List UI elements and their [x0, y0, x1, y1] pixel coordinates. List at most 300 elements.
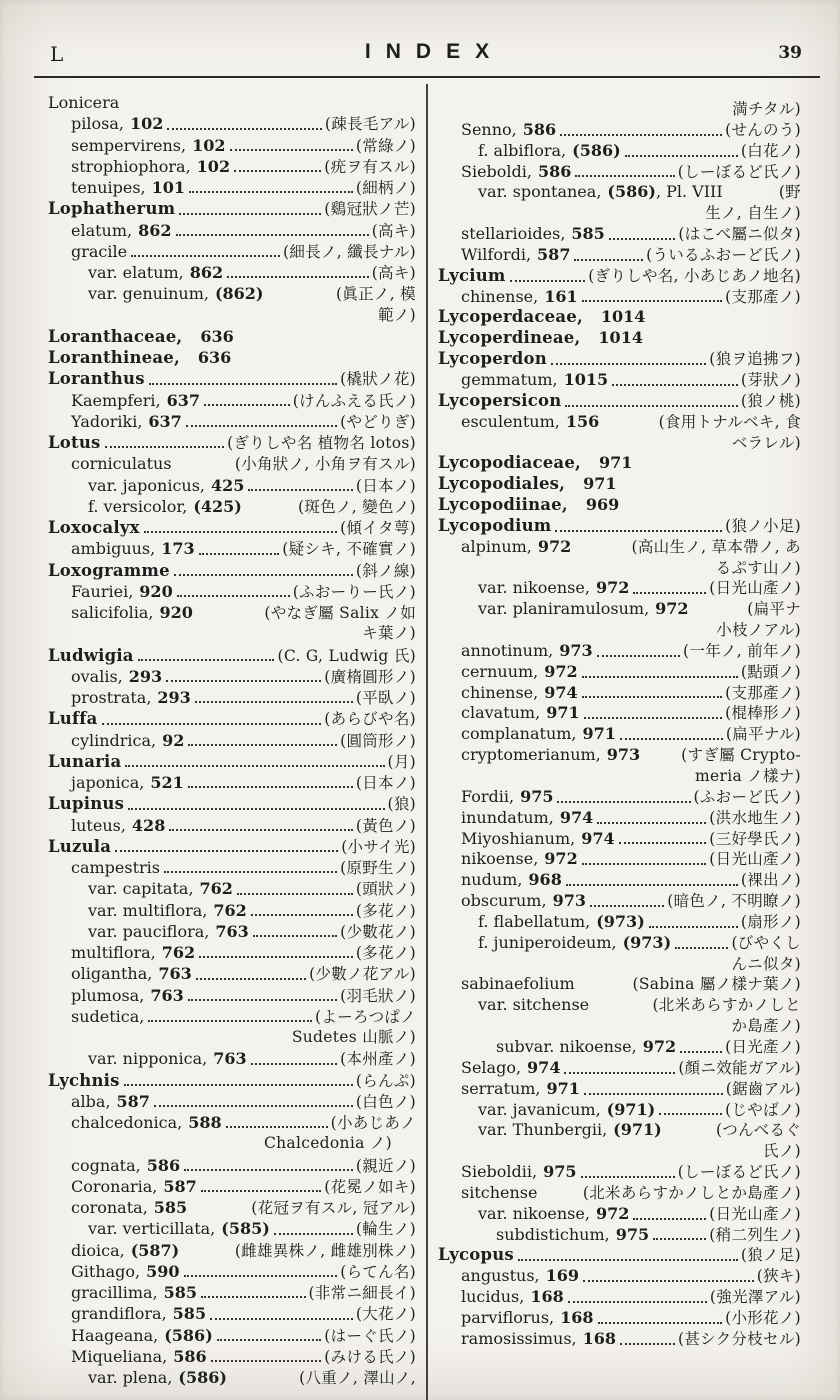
dot-leader — [138, 659, 275, 661]
index-line — [438, 224, 801, 245]
entry-gloss: (八重ノ, 澤山ノ, — [299, 1369, 416, 1387]
entry-gloss: (やなぎ屬 Salix ノ如 — [264, 604, 416, 622]
entry-name: ovalis, — [71, 666, 123, 686]
entry-page-number: (585) — [221, 1219, 270, 1239]
index-line — [438, 891, 801, 912]
dot-leader — [188, 999, 337, 1001]
index-line — [48, 326, 416, 347]
entry-name: Lycoperdaceae, — [438, 307, 583, 327]
dot-leader — [555, 530, 722, 532]
entry-name: Miyoshianum, — [461, 828, 576, 848]
entry-page-number: 972 — [642, 1036, 677, 1056]
entry-name: Miqueliana, — [71, 1346, 168, 1366]
index-line-continuation — [48, 1133, 416, 1154]
entry-page-number: 763 — [150, 985, 184, 1005]
dot-leader — [144, 531, 337, 533]
dot-leader — [131, 255, 280, 257]
entry-page-number: 762 — [213, 900, 247, 920]
entry-name: Lycopus — [438, 1245, 514, 1265]
index-line — [438, 391, 801, 412]
index-line — [48, 1218, 416, 1239]
entry-gloss: (斑色ノ, 變色ノ) — [298, 497, 416, 516]
entry-gloss: (小角狀ノ, 小角ヲ有スル) — [234, 455, 416, 474]
entry-page-number: 972 — [544, 849, 578, 869]
entry-page-number: 972 — [544, 661, 578, 681]
entry-gloss: (橇狀ノ花) — [340, 370, 416, 389]
entry-page-number: 102 — [192, 135, 226, 155]
entry-name: Lycoperdineae, — [438, 328, 581, 348]
dot-leader — [164, 871, 337, 873]
entry-gloss: (小あじあノ — [330, 1114, 416, 1132]
entry-name: var. nikoense, — [478, 578, 590, 598]
index-line — [438, 724, 801, 745]
entry-gloss: キ葉ノ) — [362, 624, 416, 643]
entry-name: complanatum, — [461, 724, 577, 744]
index-line-continuation — [48, 1027, 416, 1048]
entry-name: var. japonicus, — [88, 475, 205, 495]
entry-gloss: (點頭ノ) — [740, 662, 801, 681]
index-line — [438, 474, 801, 495]
index-line — [438, 1058, 801, 1079]
dot-leader — [574, 259, 643, 261]
entry-name: chinense, — [461, 286, 539, 306]
entry-gloss: (甚シク分枝セル) — [678, 1329, 801, 1348]
dot-leader — [584, 717, 723, 719]
entry-gloss: (棍棒形ノ) — [725, 704, 801, 723]
dot-leader — [597, 655, 680, 657]
entry-gloss: (顏ニ效能ガアル) — [678, 1058, 801, 1077]
index-line — [438, 1329, 801, 1350]
index-line — [48, 645, 416, 666]
entry-name: nudum, — [461, 870, 523, 890]
dot-leader — [653, 1238, 706, 1240]
index-line — [48, 1091, 416, 1112]
entry-page-number: 156 — [565, 411, 600, 431]
index-line-continuation — [48, 305, 416, 326]
entry-gloss: (鋸齒アル) — [725, 1079, 801, 1098]
entry-page-number: 972 — [655, 599, 689, 619]
entry-gloss: (扇形ノ) — [740, 912, 801, 931]
index-line — [48, 368, 416, 389]
index-line — [438, 1266, 801, 1287]
entry-page-number: 971 — [598, 453, 633, 473]
index-line — [438, 1308, 801, 1329]
entry-name: Sieboldii, — [461, 1162, 538, 1182]
index-line-continuation — [438, 954, 801, 975]
index-line — [48, 878, 416, 899]
index-line — [48, 113, 416, 134]
dot-leader — [125, 765, 384, 767]
entry-page-number: 293 — [128, 666, 163, 686]
index-line — [48, 92, 416, 113]
entry-gloss: (北米あらすかノしと — [652, 996, 801, 1015]
header-rule — [34, 76, 820, 78]
entry-page-number: 293 — [157, 688, 191, 707]
entry-name: Lycopodiaceae, — [438, 453, 581, 473]
dot-leader — [609, 238, 676, 240]
entry-page-number: 968 — [528, 870, 562, 890]
index-line — [48, 241, 416, 262]
index-line-continuation — [438, 620, 801, 641]
entry-gloss: 小枝ノアル) — [716, 621, 801, 640]
index-line — [48, 177, 416, 198]
entry-gloss: (日光山產ノ) — [709, 850, 801, 869]
entry-name: Githago, — [71, 1261, 141, 1281]
dot-leader — [675, 947, 728, 949]
entry-page-number: 590 — [146, 1261, 180, 1281]
entry-page-number: 971 — [583, 474, 617, 494]
entry-gloss: (狼ノ小足) — [725, 516, 801, 535]
entry-page-number: 969 — [585, 495, 620, 515]
entry-gloss: (ういるふおーど氏ノ) — [646, 245, 801, 264]
dot-leader — [680, 1051, 722, 1053]
entry-gloss: (雌雄異株ノ, 雌雄別株ノ) — [234, 1241, 416, 1260]
dot-leader — [227, 276, 369, 278]
index-line — [438, 662, 801, 683]
index-line — [438, 808, 801, 829]
entry-name: gemmatum, — [461, 369, 558, 389]
entry-name: Kaempferi, — [71, 390, 161, 410]
entry-page-number: 762 — [199, 879, 233, 899]
entry-page-number: 637 — [148, 411, 182, 431]
entry-page-number: 763 — [215, 921, 249, 941]
index-line — [438, 933, 801, 954]
entry-gloss: (圓筒形ノ) — [340, 731, 416, 750]
dot-leader — [154, 1105, 353, 1107]
dot-leader — [582, 696, 722, 698]
index-line — [438, 1120, 801, 1141]
entry-gloss: (よーろつぱノ — [315, 1007, 416, 1026]
entry-name: Lycopodiales, — [438, 474, 566, 494]
page-number: 39 — [778, 43, 802, 63]
entry-name: Loranthus — [48, 369, 145, 389]
index-line-continuation — [438, 766, 801, 787]
entry-page-number: (586) — [607, 182, 656, 202]
index-line — [48, 1261, 416, 1282]
entry-gloss: Sudetes 山脈ノ) — [291, 1028, 416, 1046]
entry-name: Lotus — [48, 433, 101, 452]
index-line — [438, 641, 801, 662]
index-line — [48, 921, 416, 942]
entry-name: Lophatherum — [48, 199, 176, 219]
entry-name: oligantha, — [71, 964, 153, 984]
dot-leader — [619, 842, 707, 844]
entry-gloss: (暗色ノ, 不明瞭ノ) — [667, 892, 801, 911]
index-line — [438, 349, 801, 370]
entry-page-number: 168 — [530, 1287, 564, 1307]
index-line — [48, 1367, 416, 1388]
entry-name: inundatum, — [461, 807, 554, 827]
dot-leader — [184, 1275, 338, 1277]
entry-page-number: 102 — [196, 156, 231, 176]
entry-page-number: 173 — [161, 539, 195, 559]
entry-gloss: (支那產ノ) — [725, 287, 801, 306]
entry-name: Haageana, — [71, 1325, 159, 1345]
index-line — [48, 815, 416, 836]
entry-name: dioica, — [71, 1240, 125, 1260]
entry-gloss: (平臥ノ) — [355, 689, 416, 707]
entry-gloss: (少數花ノ) — [340, 922, 416, 941]
dot-leader — [210, 1318, 353, 1320]
index-line — [438, 328, 801, 349]
index-line-continuation — [48, 623, 416, 644]
index-line — [48, 963, 416, 984]
entry-name: sabinaefolium — [461, 974, 575, 994]
entry-name: clavatum, — [461, 703, 541, 723]
entry-name: var. plena, — [88, 1368, 173, 1387]
index-line — [438, 307, 801, 328]
entry-gloss: か島產ノ) — [731, 1017, 801, 1036]
entry-page-number: 972 — [595, 578, 630, 598]
entry-page-number: 168 — [582, 1328, 617, 1348]
entry-gloss: るぷす山ノ) — [715, 558, 801, 577]
index-line — [48, 560, 416, 581]
entry-gloss: (多花ノ) — [355, 944, 416, 962]
index-line — [438, 974, 801, 995]
index-line — [48, 1155, 416, 1176]
entry-gloss: (やどりぎ) — [340, 412, 416, 431]
entry-name: alpinum, — [461, 536, 532, 556]
entry-name: Lycoperdon — [438, 349, 547, 369]
entry-page-number: (973) — [622, 932, 672, 952]
dot-leader — [167, 128, 322, 130]
dot-leader — [620, 1343, 675, 1345]
entry-name: grandiflora, — [71, 1304, 167, 1324]
dot-leader — [590, 905, 664, 907]
entry-page-number: (425) — [193, 496, 242, 516]
entry-gloss: (じやばノ) — [725, 1100, 801, 1119]
index-line — [48, 390, 416, 411]
entry-page-number: 763 — [213, 1049, 247, 1069]
entry-name: var. planiramulosum, — [478, 599, 650, 619]
dot-leader — [625, 155, 738, 157]
index-line — [48, 1346, 416, 1367]
dot-leader — [201, 1296, 305, 1298]
dot-leader — [633, 592, 706, 594]
entry-name: f. juniperoideum, — [478, 932, 617, 952]
entry-page-number: (586) — [164, 1325, 213, 1345]
entry-name: annotinum, — [461, 640, 554, 660]
entry-name: tenuipes, — [71, 178, 146, 197]
entry-name: var. javanicum, — [478, 1099, 601, 1119]
index-line-continuation — [438, 203, 801, 224]
entry-page-number: 585 — [172, 1304, 207, 1324]
index-line — [48, 602, 416, 623]
index-line — [438, 370, 801, 391]
entry-gloss: (日光產ノ) — [725, 1037, 801, 1056]
entry-name: cryptomerianum, — [461, 745, 601, 765]
entry-gloss: (原野生ノ) — [340, 859, 416, 877]
dot-leader — [169, 829, 353, 831]
entry-name: Sieboldi, — [461, 161, 532, 181]
entry-name: var. nikoense, — [478, 1203, 590, 1223]
index-line — [438, 1245, 801, 1266]
index-line — [48, 1240, 416, 1261]
entry-gloss: (高キ) — [371, 264, 416, 282]
entry-page-number: 521 — [150, 773, 184, 792]
entry-page-number: (973) — [596, 911, 645, 931]
page-title: INDEX — [364, 40, 505, 63]
entry-page-number: 862 — [138, 220, 172, 240]
entry-name: sudetica, — [71, 1006, 145, 1026]
entry-gloss: (月) — [387, 752, 416, 771]
entry-gloss: (日光山產ノ) — [709, 579, 801, 598]
dot-leader — [565, 405, 738, 407]
index-line — [438, 1183, 801, 1204]
index-line — [48, 283, 416, 304]
entry-gloss: (廣楕圓形ノ) — [324, 667, 416, 686]
dot-leader — [179, 213, 321, 215]
dot-leader — [211, 1360, 322, 1362]
entry-page-number: 586 — [173, 1346, 207, 1366]
dot-leader — [115, 850, 338, 852]
entry-gloss: (狼) — [387, 795, 416, 814]
entry-name: coronata, — [71, 1198, 148, 1217]
dot-leader — [582, 863, 707, 865]
entry-name: Wilfordi, — [461, 244, 532, 264]
dot-leader — [196, 978, 306, 980]
index-line-continuation — [438, 99, 801, 120]
entry-gloss: (ふおーど氏ノ) — [693, 787, 801, 806]
index-line — [438, 495, 801, 516]
index-line — [438, 599, 801, 620]
entry-name: sempervirens, — [71, 135, 187, 155]
column-divider — [426, 84, 428, 1400]
index-line — [438, 1079, 801, 1100]
entry-name: f. versicolor, — [88, 496, 188, 516]
entry-name: campestris — [71, 858, 160, 877]
dot-leader — [199, 956, 353, 958]
entry-gloss: (食用トナルベキ, 食 — [658, 412, 801, 431]
dot-leader — [649, 926, 738, 928]
entry-gloss: (らんぷ) — [355, 1071, 416, 1090]
entry-page-number: 862 — [189, 263, 224, 282]
dot-leader — [251, 1063, 338, 1065]
dot-leader — [633, 1218, 706, 1220]
dot-leader — [582, 300, 722, 302]
dot-leader — [612, 384, 738, 386]
entry-gloss: (裸出ノ) — [740, 871, 801, 890]
index-line — [48, 156, 416, 177]
entry-gloss: (日本ノ) — [355, 774, 416, 792]
index-line — [48, 666, 416, 687]
dot-leader — [230, 149, 353, 151]
entry-name: cognata, — [71, 1155, 141, 1175]
index-line — [438, 578, 801, 599]
entry-name: Loxocalyx — [48, 518, 140, 537]
entry-gloss: (日本ノ) — [355, 476, 416, 495]
entry-page-number: 161 — [544, 286, 578, 306]
entry-gloss: (三好學氏ノ) — [709, 829, 801, 848]
entry-gloss: (花冠ヲ有スル, 冠アル) — [251, 1199, 416, 1217]
index-line — [48, 857, 416, 878]
entry-gloss: (小サイ光) — [341, 837, 416, 856]
entry-name: lucidus, — [461, 1287, 525, 1307]
index-line — [48, 751, 416, 772]
entry-page-number: 974 — [544, 682, 578, 702]
entry-page-number: 973 — [559, 640, 593, 660]
entry-gloss: (C. G, Ludwig 氏) — [277, 646, 416, 665]
entry-page-number: 973 — [606, 745, 641, 765]
entry-name: Loranthaceae, — [48, 326, 183, 346]
entry-page-number: (587) — [130, 1240, 180, 1260]
dot-leader — [105, 446, 225, 448]
entry-name: Yadoriki, — [71, 411, 143, 431]
dot-leader — [237, 893, 353, 895]
index-line — [438, 453, 801, 474]
entry-gloss: (花冕ノ如キ) — [324, 1177, 416, 1196]
entry-name: var. nipponica, — [88, 1049, 208, 1069]
entry-page-number: 428 — [131, 815, 166, 835]
entry-gloss: (大花ノ) — [355, 1305, 416, 1324]
entry-name: angustus, — [461, 1266, 540, 1286]
entry-gloss: (狼ノ足) — [740, 1246, 801, 1265]
dot-leader — [102, 723, 322, 725]
entry-gloss: (Sabina 屬ノ樣ナ葉ノ) — [632, 975, 801, 994]
index-line — [438, 537, 801, 558]
dot-leader — [128, 808, 384, 810]
dot-leader — [518, 1259, 738, 1261]
dot-leader — [253, 935, 337, 937]
entry-name: strophiophora, — [71, 156, 191, 176]
entry-page-number: 587 — [116, 1091, 150, 1111]
entry-gloss: んニ似タ) — [731, 954, 801, 973]
entry-name: Ludwigia — [48, 645, 134, 665]
index-line — [48, 836, 416, 857]
entry-gloss: (せんのう) — [725, 120, 801, 139]
dot-leader — [564, 1072, 675, 1074]
index-line — [48, 411, 416, 432]
index-line — [48, 1176, 416, 1197]
entry-name: Lycopersicon — [438, 390, 562, 410]
entry-name: Senno, — [461, 119, 517, 139]
entry-gloss: (高山生ノ, 草本帶ノ, あ — [631, 537, 801, 556]
entry-name: cernuum, — [461, 661, 539, 681]
entry-page-number: 637 — [166, 390, 201, 410]
entry-gloss: (ふおーりー氏ノ) — [292, 582, 416, 601]
index-line — [48, 1325, 416, 1346]
index-line — [438, 1204, 801, 1225]
entry-name: Coronaria, — [71, 1176, 158, 1196]
entry-name: var. sitchense — [478, 995, 590, 1015]
entry-gloss: (非常ニ細長イ) — [308, 1284, 416, 1302]
entry-page-number: 1015 — [563, 369, 609, 389]
entry-gloss: (支那產ノ) — [725, 683, 801, 702]
entry-page-number: 920 — [159, 603, 193, 622]
index-line — [48, 1282, 416, 1303]
entry-name: pilosa, — [71, 114, 124, 134]
entry-gloss: (細柄ノ) — [355, 179, 416, 197]
index-line — [48, 1070, 416, 1091]
entry-name: var. verticillata, — [88, 1219, 216, 1239]
entry-gloss: (羽毛狀ノ) — [340, 986, 416, 1005]
index-line — [438, 287, 801, 308]
dot-leader — [597, 822, 706, 824]
entry-gloss: 範ノ) — [378, 305, 416, 324]
dot-leader — [226, 1126, 328, 1128]
entry-gloss: (ぎりしや名 植物名 lotos) — [227, 434, 416, 452]
index-line — [438, 787, 801, 808]
entry-gloss: (細長ノ, 纖長ナル) — [283, 242, 416, 261]
index-line — [48, 262, 416, 283]
entry-page-number: 920 — [139, 581, 173, 601]
entry-page-number: 587 — [537, 244, 571, 264]
entry-gloss: (らてん名) — [340, 1262, 416, 1281]
dot-leader — [584, 1093, 723, 1095]
entry-name: var. Thunbergii, — [478, 1120, 608, 1140]
dot-leader — [189, 191, 353, 193]
entry-page-number: 975 — [615, 1224, 650, 1244]
